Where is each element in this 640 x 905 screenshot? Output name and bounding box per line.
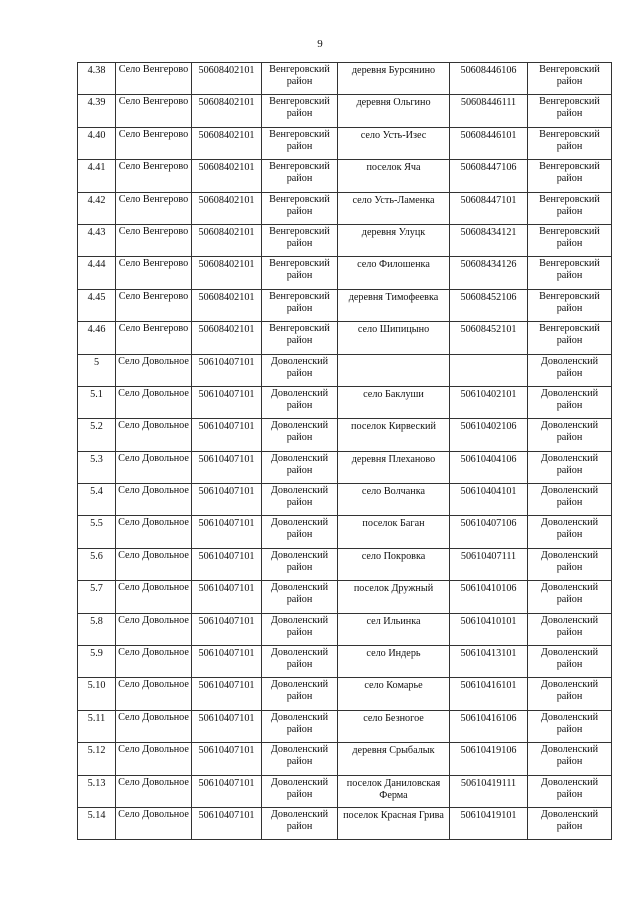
locality-name: село Шипицыно xyxy=(338,322,450,354)
center-oktmo-code: 50610407101 xyxy=(192,419,262,451)
center-name: Село Венгерово xyxy=(116,127,192,159)
row-number: 5.13 xyxy=(78,775,116,807)
locality-name: село Усть-Ламенка xyxy=(338,192,450,224)
locality-oktmo-code: 50610419106 xyxy=(450,743,528,775)
table-body xyxy=(78,63,612,840)
locality-name: деревня Срыбалык xyxy=(338,743,450,775)
locality-oktmo-code: 50610410106 xyxy=(450,581,528,613)
locality-name: поселок Баган xyxy=(338,516,450,548)
row-number: 5.9 xyxy=(78,646,116,678)
locality-oktmo-code: 50610407111 xyxy=(450,548,528,580)
locality-district: Доволенский район xyxy=(528,646,612,678)
row-number: 5.12 xyxy=(78,743,116,775)
locality-district: Венгеровский район xyxy=(528,322,612,354)
locality-oktmo-code: 50608434121 xyxy=(450,224,528,256)
locality-name: поселок Дружный xyxy=(338,581,450,613)
center-oktmo-code: 50608402101 xyxy=(192,160,262,192)
center-district: Доволенский район xyxy=(262,484,338,516)
locality-oktmo-code: 50608446111 xyxy=(450,95,528,127)
table-row xyxy=(78,160,612,192)
center-district: Доволенский район xyxy=(262,613,338,645)
center-name: Село Довольное xyxy=(116,386,192,418)
center-district: Доволенский район xyxy=(262,678,338,710)
locality-oktmo-code: 50610419101 xyxy=(450,807,528,839)
locality-name: деревня Плеханово xyxy=(338,451,450,483)
center-oktmo-code: 50610407101 xyxy=(192,386,262,418)
locality-name: поселок Яча xyxy=(338,160,450,192)
row-number: 4.42 xyxy=(78,192,116,224)
page-number: 9 xyxy=(317,38,323,50)
center-oktmo-code: 50610407101 xyxy=(192,710,262,742)
row-number: 4.44 xyxy=(78,257,116,289)
center-district: Доволенский район xyxy=(262,775,338,807)
locality-district: Доволенский район xyxy=(528,354,612,386)
row-number: 5.11 xyxy=(78,710,116,742)
center-name: Село Довольное xyxy=(116,613,192,645)
locality-name: деревня Улуцк xyxy=(338,224,450,256)
center-oktmo-code: 50610407101 xyxy=(192,548,262,580)
center-district: Венгеровский район xyxy=(262,127,338,159)
locality-oktmo-code: 50608452101 xyxy=(450,322,528,354)
center-district: Венгеровский район xyxy=(262,322,338,354)
center-oktmo-code: 50608402101 xyxy=(192,257,262,289)
locality-oktmo-code: 50610419111 xyxy=(450,775,528,807)
center-oktmo-code: 50610407101 xyxy=(192,516,262,548)
locality-name: деревня Ольгино xyxy=(338,95,450,127)
table-row xyxy=(78,807,612,839)
center-oktmo-code: 50610407101 xyxy=(192,354,262,386)
table-row xyxy=(78,419,612,451)
locality-district: Венгеровский район xyxy=(528,63,612,95)
locality-district: Венгеровский район xyxy=(528,224,612,256)
locality-oktmo-code: 50610404106 xyxy=(450,451,528,483)
center-oktmo-code: 50610407101 xyxy=(192,613,262,645)
locality-name: село Баклуши xyxy=(338,386,450,418)
locality-district: Венгеровский район xyxy=(528,127,612,159)
center-oktmo-code: 50610407101 xyxy=(192,807,262,839)
center-name: Село Довольное xyxy=(116,581,192,613)
center-name: Село Довольное xyxy=(116,678,192,710)
locality-district: Доволенский район xyxy=(528,613,612,645)
locality-oktmo-code: 50610416101 xyxy=(450,678,528,710)
center-oktmo-code: 50608402101 xyxy=(192,63,262,95)
row-number: 4.39 xyxy=(78,95,116,127)
center-name: Село Венгерово xyxy=(116,63,192,95)
locality-district: Доволенский район xyxy=(528,775,612,807)
table-row xyxy=(78,581,612,613)
center-name: Село Довольное xyxy=(116,710,192,742)
row-number: 5.7 xyxy=(78,581,116,613)
table-row xyxy=(78,224,612,256)
locality-district: Доволенский район xyxy=(528,743,612,775)
center-name: Село Довольное xyxy=(116,354,192,386)
locality-name: село Безногое xyxy=(338,710,450,742)
locality-district: Доволенский район xyxy=(528,581,612,613)
center-district: Венгеровский район xyxy=(262,289,338,321)
locality-name: сел Ильинка xyxy=(338,613,450,645)
table-row xyxy=(78,63,612,95)
locality-name: село Индерь xyxy=(338,646,450,678)
locality-oktmo-code: 50610413101 xyxy=(450,646,528,678)
center-name: Село Довольное xyxy=(116,743,192,775)
center-name: Село Довольное xyxy=(116,419,192,451)
center-oktmo-code: 50610407101 xyxy=(192,451,262,483)
center-district: Доволенский район xyxy=(262,386,338,418)
locality-district: Венгеровский район xyxy=(528,95,612,127)
center-oktmo-code: 50608402101 xyxy=(192,127,262,159)
row-number: 5.4 xyxy=(78,484,116,516)
locality-name: поселок Даниловская Ферма xyxy=(338,775,450,807)
center-oktmo-code: 50610407101 xyxy=(192,646,262,678)
locality-district: Доволенский район xyxy=(528,484,612,516)
row-number: 5.2 xyxy=(78,419,116,451)
locality-oktmo-code: 50610410101 xyxy=(450,613,528,645)
locality-oktmo-code: 50608446106 xyxy=(450,63,528,95)
row-number: 4.40 xyxy=(78,127,116,159)
table-row xyxy=(78,516,612,548)
table-row xyxy=(78,678,612,710)
locality-name: село Волчанка xyxy=(338,484,450,516)
row-number: 5.1 xyxy=(78,386,116,418)
center-oktmo-code: 50608402101 xyxy=(192,192,262,224)
table-row xyxy=(78,192,612,224)
center-name: Село Венгерово xyxy=(116,224,192,256)
row-number: 5.8 xyxy=(78,613,116,645)
center-oktmo-code: 50608402101 xyxy=(192,289,262,321)
locality-oktmo-code: 50608447101 xyxy=(450,192,528,224)
locality-district: Доволенский район xyxy=(528,710,612,742)
center-district: Доволенский район xyxy=(262,581,338,613)
table-row xyxy=(78,354,612,386)
row-number: 4.38 xyxy=(78,63,116,95)
table-row xyxy=(78,289,612,321)
locality-oktmo-code: 50610416106 xyxy=(450,710,528,742)
center-name: Село Венгерово xyxy=(116,257,192,289)
table-row xyxy=(78,775,612,807)
table-row xyxy=(78,95,612,127)
locality-district: Венгеровский район xyxy=(528,192,612,224)
center-district: Доволенский район xyxy=(262,419,338,451)
locality-name: село Усть-Изес xyxy=(338,127,450,159)
table-row xyxy=(78,257,612,289)
table-row xyxy=(78,548,612,580)
locality-district: Доволенский район xyxy=(528,516,612,548)
table-row xyxy=(78,710,612,742)
center-name: Село Довольное xyxy=(116,484,192,516)
center-name: Село Довольное xyxy=(116,548,192,580)
locality-name: деревня Бурсянино xyxy=(338,63,450,95)
locality-name xyxy=(338,354,450,386)
locality-district: Венгеровский район xyxy=(528,289,612,321)
locality-oktmo-code: 50610404101 xyxy=(450,484,528,516)
locality-name: поселок Красная Грива xyxy=(338,807,450,839)
center-district: Венгеровский район xyxy=(262,160,338,192)
center-name: Село Венгерово xyxy=(116,322,192,354)
table-row xyxy=(78,451,612,483)
center-name: Село Венгерово xyxy=(116,95,192,127)
center-oktmo-code: 50610407101 xyxy=(192,678,262,710)
row-number: 5.10 xyxy=(78,678,116,710)
locality-district: Доволенский район xyxy=(528,419,612,451)
locality-district: Доволенский район xyxy=(528,678,612,710)
locality-district: Доволенский район xyxy=(528,386,612,418)
center-name: Село Довольное xyxy=(116,807,192,839)
center-district: Венгеровский район xyxy=(262,224,338,256)
locality-name: село Комарье xyxy=(338,678,450,710)
row-number: 5.5 xyxy=(78,516,116,548)
center-district: Доволенский район xyxy=(262,646,338,678)
center-oktmo-code: 50608402101 xyxy=(192,224,262,256)
locality-oktmo-code: 50608434126 xyxy=(450,257,528,289)
locality-oktmo-code: 50610402101 xyxy=(450,386,528,418)
table-row xyxy=(78,743,612,775)
locality-oktmo-code: 50610407106 xyxy=(450,516,528,548)
center-district: Доволенский район xyxy=(262,548,338,580)
locality-oktmo-code: 50608446101 xyxy=(450,127,528,159)
row-number: 5.3 xyxy=(78,451,116,483)
locality-district: Доволенский район xyxy=(528,807,612,839)
locality-district: Доволенский район xyxy=(528,451,612,483)
center-district: Доволенский район xyxy=(262,354,338,386)
table-row xyxy=(78,386,612,418)
row-number: 5.14 xyxy=(78,807,116,839)
table-row xyxy=(78,322,612,354)
row-number: 4.43 xyxy=(78,224,116,256)
row-number: 5.6 xyxy=(78,548,116,580)
locality-oktmo-code xyxy=(450,354,528,386)
center-name: Село Довольное xyxy=(116,775,192,807)
table-row xyxy=(78,127,612,159)
locality-name: поселок Кирвеский xyxy=(338,419,450,451)
center-name: Село Венгерово xyxy=(116,192,192,224)
center-district: Доволенский район xyxy=(262,451,338,483)
locality-name: село Филошенка xyxy=(338,257,450,289)
center-name: Село Венгерово xyxy=(116,160,192,192)
center-oktmo-code: 50610407101 xyxy=(192,775,262,807)
locality-oktmo-code: 50608447106 xyxy=(450,160,528,192)
center-name: Село Венгерово xyxy=(116,289,192,321)
table-row xyxy=(78,613,612,645)
center-oktmo-code: 50608402101 xyxy=(192,95,262,127)
locality-name: деревня Тимофеевка xyxy=(338,289,450,321)
locality-district: Венгеровский район xyxy=(528,257,612,289)
center-district: Доволенский район xyxy=(262,710,338,742)
center-district: Венгеровский район xyxy=(262,95,338,127)
center-oktmo-code: 50610407101 xyxy=(192,743,262,775)
table-row xyxy=(78,646,612,678)
row-number: 4.45 xyxy=(78,289,116,321)
center-district: Доволенский район xyxy=(262,516,338,548)
center-name: Село Довольное xyxy=(116,451,192,483)
center-district: Венгеровский район xyxy=(262,257,338,289)
center-district: Доволенский район xyxy=(262,743,338,775)
row-number: 4.41 xyxy=(78,160,116,192)
center-oktmo-code: 50610407101 xyxy=(192,484,262,516)
center-district: Венгеровский район xyxy=(262,192,338,224)
center-oktmo-code: 50610407101 xyxy=(192,581,262,613)
locality-oktmo-code: 50608452106 xyxy=(450,289,528,321)
center-oktmo-code: 50608402101 xyxy=(192,322,262,354)
table-row xyxy=(78,484,612,516)
center-district: Доволенский район xyxy=(262,807,338,839)
center-district: Венгеровский район xyxy=(262,63,338,95)
locality-name: село Покровка xyxy=(338,548,450,580)
locality-district: Доволенский район xyxy=(528,548,612,580)
locality-oktmo-code: 50610402106 xyxy=(450,419,528,451)
settlements-table xyxy=(77,62,612,840)
locality-district: Венгеровский район xyxy=(528,160,612,192)
center-name: Село Довольное xyxy=(116,646,192,678)
row-number: 5 xyxy=(78,354,116,386)
center-name: Село Довольное xyxy=(116,516,192,548)
row-number: 4.46 xyxy=(78,322,116,354)
